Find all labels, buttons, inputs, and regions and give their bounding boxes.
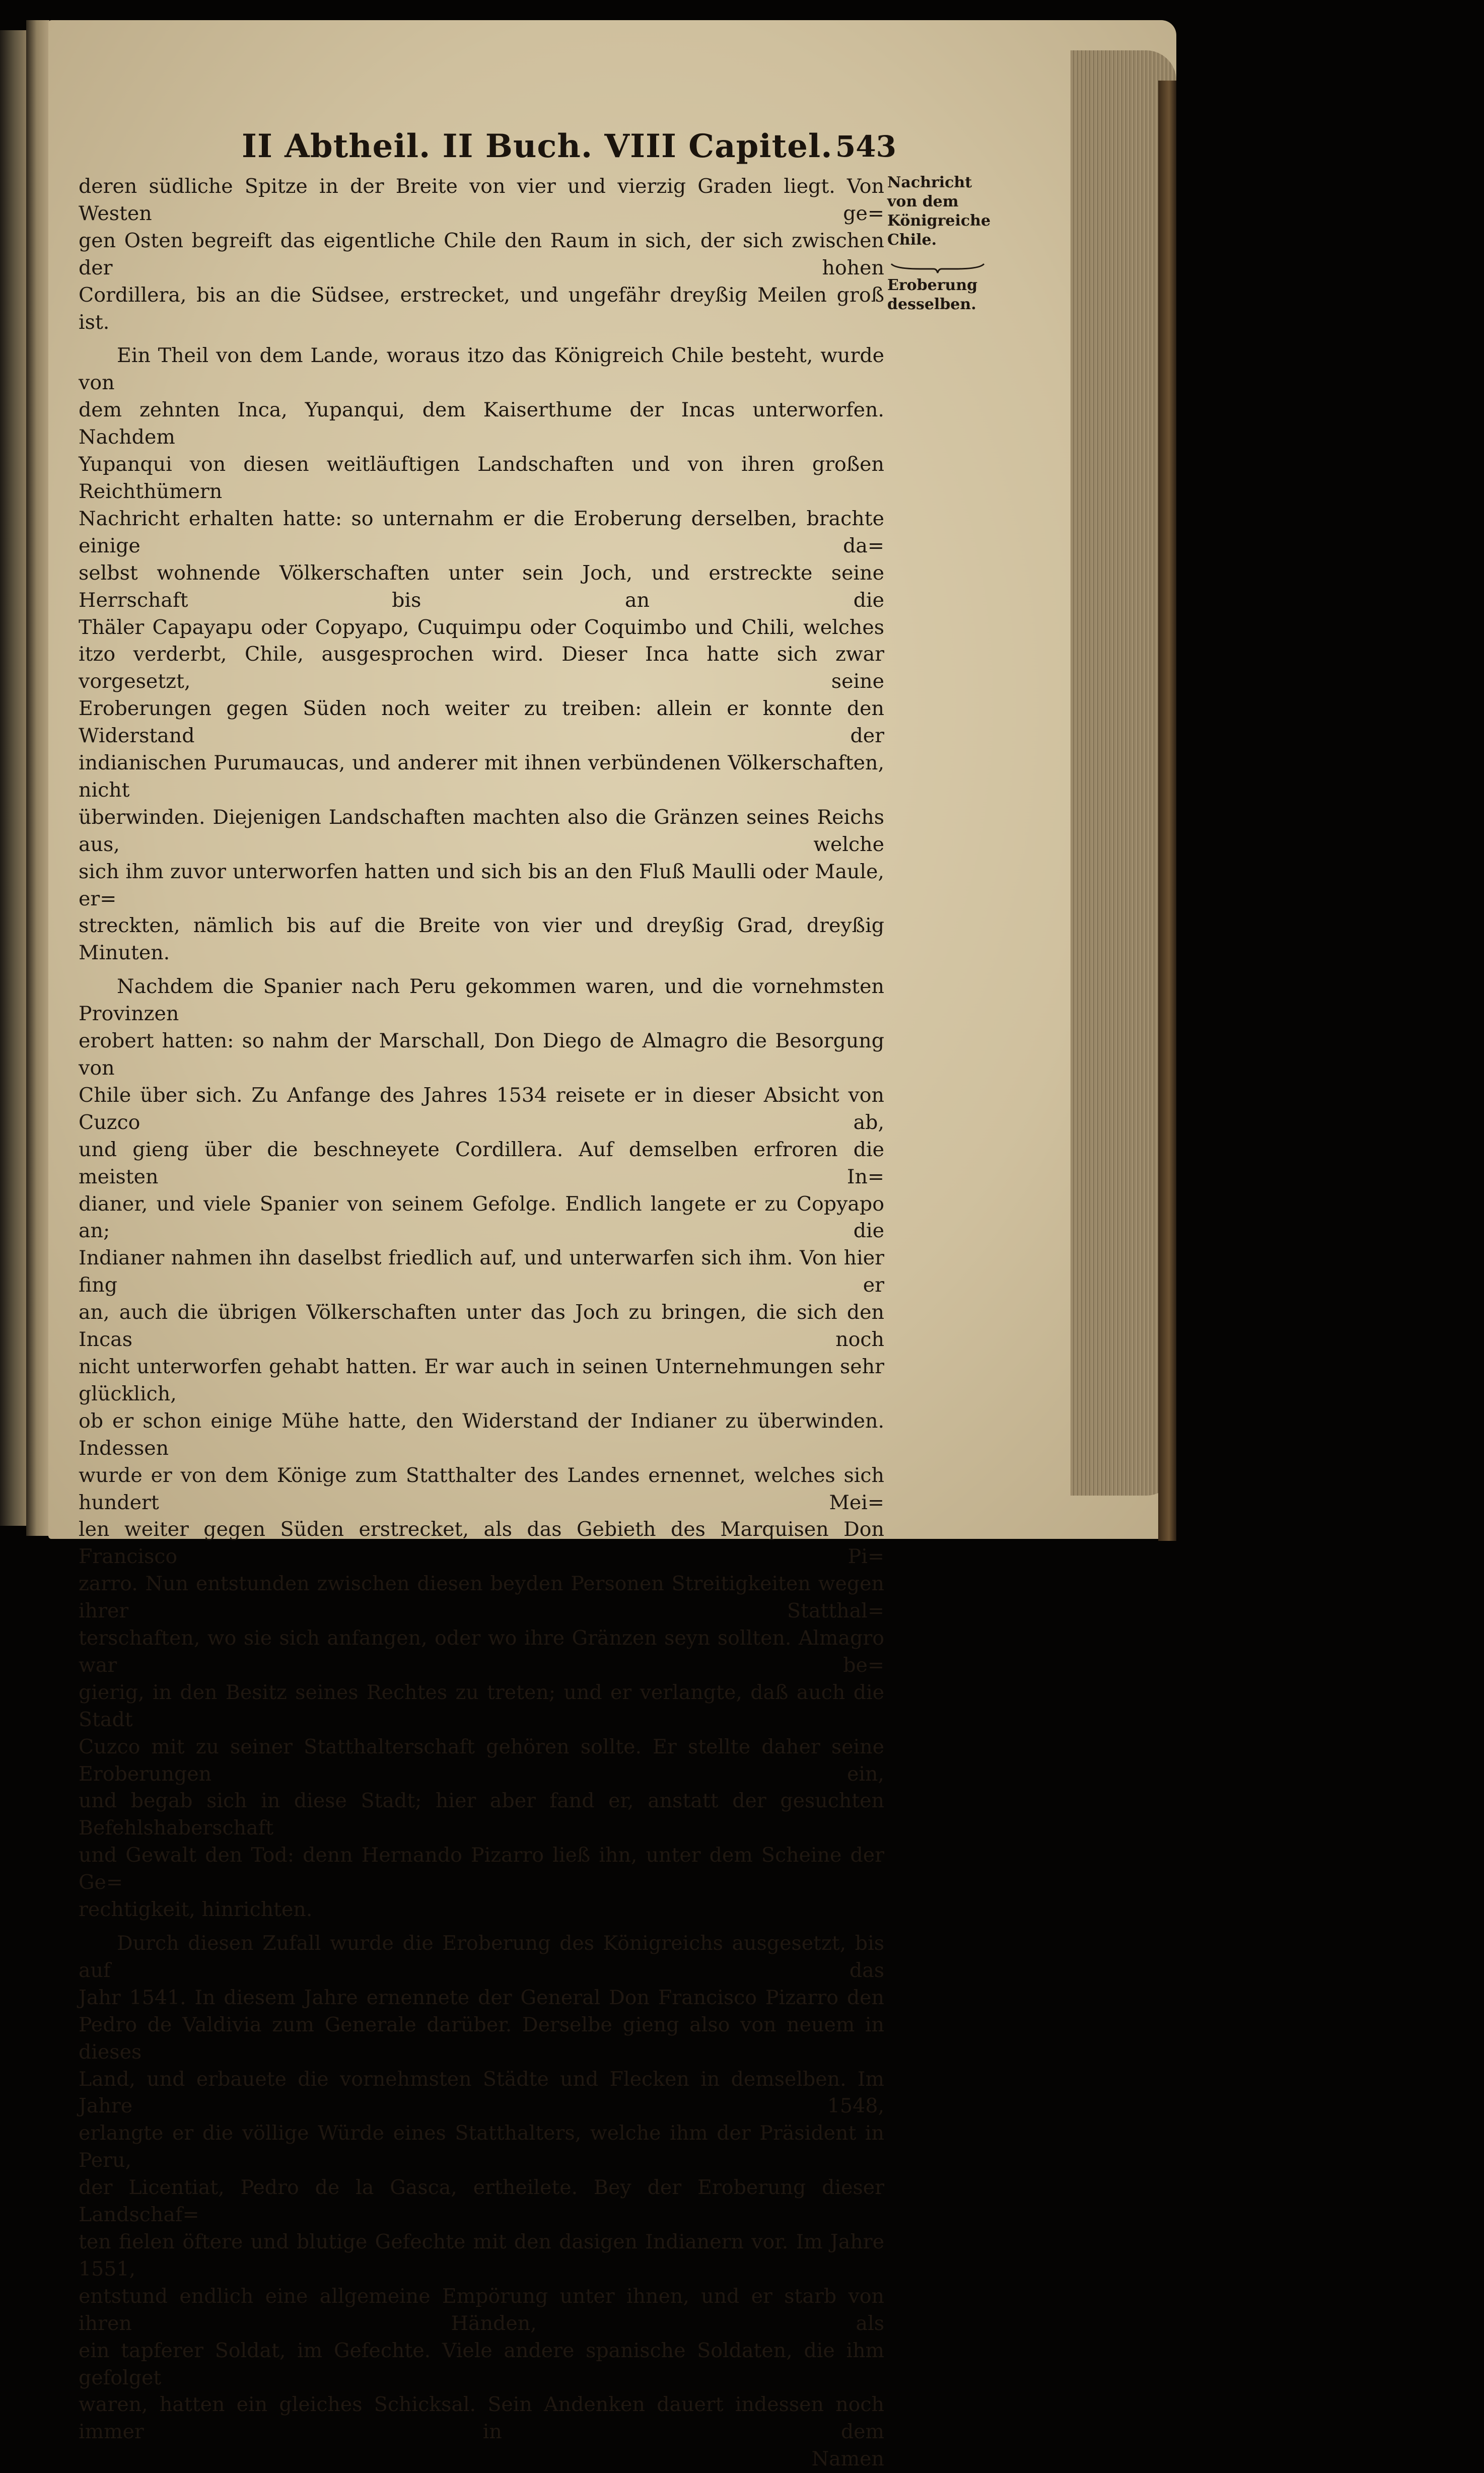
margin-note-line: Nachricht <box>887 174 972 191</box>
text-line: Land, und erbauete die vornehmsten Städte und Flecken in demselben. Im Jahre 1548, <box>79 2067 884 2118</box>
page-number: 543 <box>835 129 896 164</box>
text-line: Thäler Capayapu oder Copyapo, Cuquimpu oder Coquimbo und Chili, welches <box>79 615 884 639</box>
margin-note-line: Königreiche <box>887 212 991 230</box>
text-line: ob er schon einige Mühe hatte, den Widerstand der Indianer zu überwinden. Indessen <box>79 1409 884 1460</box>
text-line: Eroberungen gegen Süden noch weiter zu treiben: allein er konnte den Widerstand der <box>79 697 884 748</box>
paragraph-1 <box>79 173 884 336</box>
text-line: erobert hatten: so nahm der Marschall, Don Diego de Almagro die Besorgung von <box>79 1029 884 1080</box>
text-line: der Licentiat, Pedro de la Gasca, ertheilete. Bey der Eroberung dieser Landschaf= <box>79 2176 884 2227</box>
margin-note-line: von dem <box>887 193 959 210</box>
text-line: Nachdem die Spanier nach Peru gekommen waren, und die vornehmsten Provinzen <box>79 975 884 1026</box>
text-line: gen Osten begreift das eigentliche Chile den Raum in sich, der sich zwischen der hohen <box>79 229 884 279</box>
cover-edge <box>1158 81 1176 1541</box>
text-line: ein tapferer Soldat, im Gefechte. Viele andere spanische Soldaten, die ihm gefolget <box>79 2339 884 2389</box>
text-line: Yupanqui von diesen weitläuftigen Landschaften und von ihren großen Reichthümern <box>79 453 884 503</box>
text-line: Cordillera, bis an die Südsee, erstrecket, und ungefähr dreyßig Meilen groß ist. <box>79 283 884 334</box>
text-line: len weiter gegen Süden erstrecket, als das Gebieth des Marquisen Don Francisco Pi= <box>79 1518 884 1569</box>
left-page-edge <box>0 30 26 1526</box>
paragraph-4 <box>79 1930 884 2446</box>
text-line: Chile über sich. Zu Anfange des Jahres 1534 reisete er in dieser Absicht von Cuzco ab, <box>79 1083 884 1134</box>
text-line: Nachricht erhalten hatte: so unternahm er die Eroberung derselben, brachte einige da= <box>79 507 884 557</box>
text-line: indianischen Purumaucas, und anderer mit ihnen verbündenen Völkerschaften, nicht <box>79 751 884 802</box>
text-line: und begab sich in diese Stadt; hier aber fand er, anstatt der gesuchten Befehlshaberschaft <box>79 1789 884 1840</box>
text-line: Pedro de Valdivia zum Generale darüber. Derselbe gieng also von neuem in dieses <box>79 2013 884 2064</box>
margin-notes <box>887 173 991 314</box>
text-line: streckten, nämlich bis auf die Breite von vier und dreyßig Grad, dreyßig Minuten. <box>79 914 884 965</box>
margin-note-line: Eroberung <box>887 276 978 294</box>
margin-note-nachricht <box>887 173 991 250</box>
paragraph-3 <box>79 973 884 1924</box>
text-line: Cuzco mit zu seiner Statthalterschaft gehören sollte. Er stellte daher seine Eroberungen ein, <box>79 1735 884 1786</box>
text-line: zarro. Nun entstunden zwischen diesen beyden Personen Streitigkeiten wegen ihrer Statthal= <box>79 1572 884 1623</box>
text-line: dem zehnten Inca, Yupanqui, dem Kaiserthume der Incas unterworfen. Nachdem <box>79 398 884 449</box>
text-line: erlangte er die völlige Würde eines Statthalters, welche ihm der Präsident in Peru, <box>79 2122 884 2172</box>
running-title: II Abtheil. II Buch. VIII Capitel. <box>242 127 833 165</box>
text-line: dianer, und viele Spanier von seinem Gefolge. Endlich langete er zu Copyapo an; die <box>79 1192 884 1243</box>
text-line: an, auch die übrigen Völkerschaften unter das Joch zu bringen, die sich den Incas noch <box>79 1301 884 1352</box>
text-line: nicht unterworfen gehabt hatten. Er war auch in seinen Unternehmungen sehr glücklich, <box>79 1355 884 1405</box>
text-line: ten fielen öftere und blutige Gefechte mit den dasigen Indianern vor. Im Jahre 1551, <box>79 2230 884 2281</box>
text-line: waren, hatten ein gleiches Schicksal. Sein Andenken dauert indessen noch immer in dem <box>79 2393 884 2444</box>
page-header <box>242 124 896 169</box>
text-line: und gieng über die beschneyete Cordillera. Auf demselben erfroren die meisten In= <box>79 1138 884 1188</box>
text-line: selbst wohnende Völkerschaften unter sein Joch, und erstreckte seine Herrschaft bis an die <box>79 561 884 612</box>
book-gutter <box>26 20 49 1536</box>
text-line: wurde er von dem Könige zum Statthalter des Landes ernennet, welches sich hundert Mei= <box>79 1463 884 1514</box>
margin-note-line: Chile. <box>887 231 937 249</box>
margin-note-line: desselben. <box>887 296 976 313</box>
text-line: Jahr 1541. In diesem Jahre ernennete der General Don Francisco Pizarro den <box>79 1986 884 2009</box>
note-brace-icon <box>890 262 985 275</box>
body-text <box>79 173 884 2473</box>
text-line: Ein Theil von dem Lande, woraus itzo das Königreich Chile besteht, wurde von <box>79 344 884 395</box>
text-line: entstund endlich eine allgemeine Empörung unter ihnen, und er starb von ihren Händen, als <box>79 2284 884 2335</box>
text-line: Indianer nahmen ihn daselbst friedlich auf, und unterwarfen sich ihm. Von hier fing er <box>79 1246 884 1297</box>
text-line: überwinden. Diejenigen Landschaften machten also die Gränzen seines Reichs aus, welche <box>79 805 884 856</box>
margin-note-eroberung <box>887 276 988 314</box>
text-line: sich ihm zuvor unterworfen hatten und sich bis an den Fluß Maulli oder Maule, er= <box>79 860 884 910</box>
text-line: deren südliche Spitze in der Breite von vier und vierzig Graden liegt. Von Westen ge= <box>79 175 884 225</box>
text-line: rechtigkeit, hinrichten. <box>79 1898 313 1922</box>
paragraph-2 <box>79 342 884 967</box>
text-line: gierig, in den Besitz seines Rechtes zu treten; und er verlangte, daß auch die Stadt <box>79 1680 884 1731</box>
catchword: Namen <box>811 2447 884 2471</box>
text-line: und Gewalt den Tod: denn Hernando Pizarro ließ ihn, unter dem Scheine der Ge= <box>79 1844 884 1894</box>
text-line: itzo verderbt, Chile, ausgesprochen wird. Dieser Inca hatte sich zwar vorgesetzt, seine <box>79 643 884 693</box>
text-line: terschaften, wo sie sich anfangen, oder wo ihre Gränzen seyn sollten. Almagro war be= <box>79 1627 884 1677</box>
text-line: Durch diesen Zufall wurde die Eroberung des Königreichs ausgesetzt, bis auf das <box>79 1932 884 1982</box>
